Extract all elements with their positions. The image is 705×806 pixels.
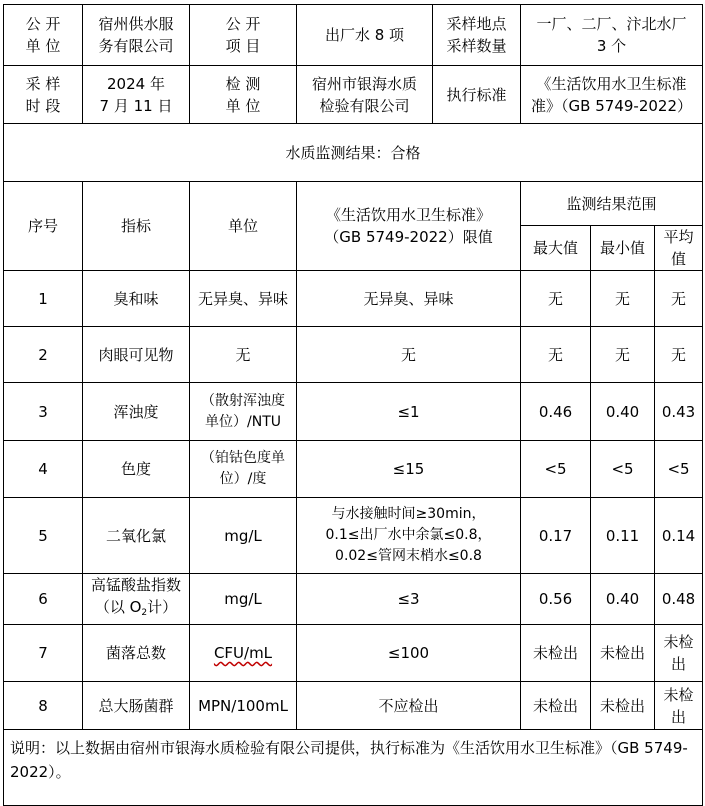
col-max-header: 最大值 [521, 226, 591, 271]
row-max: 0.17 [521, 498, 591, 574]
row-min: 0.11 [591, 498, 655, 574]
sampling-period-label: 采 样 时 段 [4, 66, 83, 124]
row-indicator-line1: 高锰酸盐指数 [90, 576, 181, 594]
table-row [4, 441, 703, 498]
row-unit: （散射浑浊度 单位）/NTU [190, 383, 297, 441]
row-max: 无 [521, 327, 591, 383]
row-no: 7 [4, 625, 83, 682]
row-limit: 无异臭、异味 [297, 271, 521, 327]
row-avg: 无 [655, 271, 703, 327]
row-avg: 无 [655, 327, 703, 383]
row-min: 无 [591, 271, 655, 327]
standard-value: 《生活饮用水卫生标准 准》（GB 5749-2022） [521, 66, 703, 124]
row-no: 5 [4, 498, 83, 574]
row-no: 8 [4, 682, 83, 730]
row-indicator: 总大肠菌群 [83, 682, 190, 730]
sampling-location-value: 一厂、二厂、汴北水厂 3 个 [521, 5, 703, 66]
row-limit: 与水接触时间≥30min， 0.1≤出厂水中余氯≤0.8， 0.02≤管网末梢水≤0.8 [297, 498, 521, 574]
row-indicator: 菌落总数 [83, 625, 190, 682]
row-min: 未检出 [591, 625, 655, 682]
col-limit-header: 《生活饮用水卫生标准》 （GB 5749-2022）限值 [297, 182, 521, 271]
testing-unit-label: 检 测 单 位 [190, 66, 297, 124]
row-avg: 0.48 [655, 574, 703, 625]
col-indicator-header: 指标 [83, 182, 190, 271]
row-max: 未检出 [521, 625, 591, 682]
item-label: 公 开 项 目 [190, 5, 297, 66]
row-no: 1 [4, 271, 83, 327]
row-limit: ≤3 [297, 574, 521, 625]
row-avg: 0.14 [655, 498, 703, 574]
table-row [4, 327, 703, 383]
row-indicator: 臭和味 [83, 271, 190, 327]
row-limit: ≤15 [297, 441, 521, 498]
row-indicator: 色度 [83, 441, 190, 498]
row-unit: MPN/100mL [190, 682, 297, 730]
row-indicator-sub: 2 [141, 608, 148, 618]
row-min: 无 [591, 327, 655, 383]
row-unit: 无 [190, 327, 297, 383]
row-unit-text: CFU/mL [213, 644, 273, 662]
row-unit: （铂钴色度单 位）/度 [190, 441, 297, 498]
table-row [4, 625, 703, 682]
row-limit: ≤1 [297, 383, 521, 441]
table-row [4, 383, 703, 441]
row-no: 2 [4, 327, 83, 383]
column-header-row-1 [4, 182, 703, 226]
water-quality-table [3, 4, 703, 806]
row-avg: 0.43 [655, 383, 703, 441]
row-unit: mg/L [190, 498, 297, 574]
row-no: 3 [4, 383, 83, 441]
row-unit [190, 625, 297, 682]
row-indicator-pre: （以 O [94, 598, 142, 616]
row-no: 4 [4, 441, 83, 498]
row-indicator: 二氧化氯 [83, 498, 190, 574]
header-row-2 [4, 66, 703, 124]
row-indicator: 肉眼可见物 [83, 327, 190, 383]
row-avg: 未检出 [655, 682, 703, 730]
row-max: 未检出 [521, 682, 591, 730]
row-unit: mg/L [190, 574, 297, 625]
row-limit: 不应检出 [297, 682, 521, 730]
testing-unit-value: 宿州市银海水质 检验有限公司 [297, 66, 433, 124]
col-avg-header: 平均值 [655, 226, 703, 271]
footnote: 说明：以上数据由宿州市银海水质检验有限公司提供，执行标准为《生活饮用水卫生标准》（GB 5749-2022）。 [4, 730, 703, 806]
result-row [4, 124, 703, 182]
publisher-value: 宿州供水服 务有限公司 [83, 5, 190, 66]
col-range-header: 监测结果范围 [521, 182, 703, 226]
sampling-location-label: 采样地点 采样数量 [433, 5, 521, 66]
row-indicator [83, 574, 190, 625]
row-limit: ≤100 [297, 625, 521, 682]
row-avg: <5 [655, 441, 703, 498]
table-row [4, 271, 703, 327]
row-min: <5 [591, 441, 655, 498]
row-avg: 未检出 [655, 625, 703, 682]
row-indicator-post: 计） [147, 598, 178, 616]
header-row-1 [4, 5, 703, 66]
row-unit: 无异臭、异味 [190, 271, 297, 327]
standard-label: 执行标准 [433, 66, 521, 124]
col-no-header: 序号 [4, 182, 83, 271]
col-min-header: 最小值 [591, 226, 655, 271]
table-row [4, 682, 703, 730]
row-min: 未检出 [591, 682, 655, 730]
row-min: 0.40 [591, 574, 655, 625]
row-max: 0.56 [521, 574, 591, 625]
publisher-label: 公 开 单 位 [4, 5, 83, 66]
row-max: 无 [521, 271, 591, 327]
row-indicator: 浑浊度 [83, 383, 190, 441]
sampling-period-value: 2024 年 7 月 11 日 [83, 66, 190, 124]
row-min: 0.40 [591, 383, 655, 441]
note-row [4, 730, 703, 806]
result-line: 水质监测结果：合格 [4, 124, 703, 182]
col-unit-header: 单位 [190, 182, 297, 271]
table-row [4, 574, 703, 625]
row-max: <5 [521, 441, 591, 498]
table-row [4, 498, 703, 574]
row-max: 0.46 [521, 383, 591, 441]
row-no: 6 [4, 574, 83, 625]
item-value: 出厂水 8 项 [297, 5, 433, 66]
row-limit: 无 [297, 327, 521, 383]
